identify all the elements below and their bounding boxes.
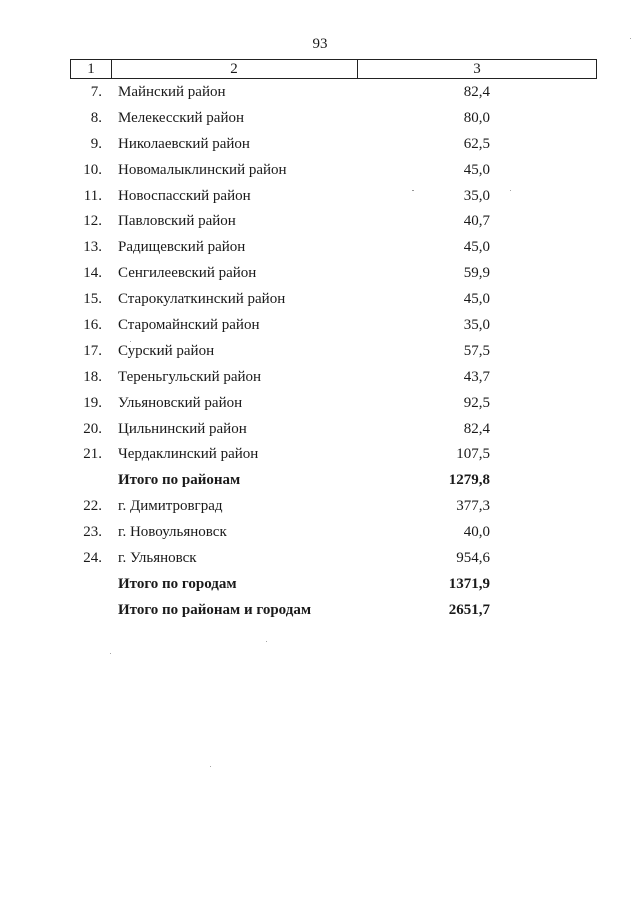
row-number: 17. xyxy=(83,342,102,359)
row-name: г. Новоульяновск xyxy=(118,524,227,541)
row-name: Павловский район xyxy=(118,213,236,230)
scan-speck xyxy=(130,341,131,342)
row-number: 12. xyxy=(83,213,102,230)
scan-speck xyxy=(266,641,267,642)
row-number: 20. xyxy=(83,420,102,437)
row-number: 19. xyxy=(83,394,102,411)
row-value: 45,0 xyxy=(463,291,490,308)
row-name: Майнский район xyxy=(118,84,226,100)
row-number: 11. xyxy=(83,187,102,204)
row-name: Мелекесский район xyxy=(118,109,245,126)
row-value: 43,7 xyxy=(463,368,490,385)
table-row xyxy=(0,339,640,365)
table-row xyxy=(0,520,640,546)
row-value: 59,9 xyxy=(463,265,490,282)
header-col-1: 1 xyxy=(71,60,112,78)
row-number: 7. xyxy=(90,84,102,100)
row-name: Ульяновский район xyxy=(118,394,243,411)
table-row xyxy=(0,365,640,391)
row-name: Чердаклинский район xyxy=(118,446,259,463)
table-body xyxy=(0,80,640,624)
total-row xyxy=(0,572,640,598)
row-value: 40,7 xyxy=(463,213,490,230)
total-row xyxy=(0,468,640,494)
scan-speck xyxy=(110,653,111,654)
row-name: Итого по районам и городам xyxy=(118,601,312,618)
row-name: Итого по районам xyxy=(118,472,241,489)
row-name: Тереньгульский район xyxy=(118,368,262,385)
table-row xyxy=(0,235,640,261)
row-value: 80,0 xyxy=(463,109,490,126)
row-name: Цильнинский район xyxy=(118,420,247,437)
header-col-2: 2 xyxy=(111,60,358,78)
table-row xyxy=(0,391,640,417)
table-row xyxy=(0,80,640,106)
row-number: 15. xyxy=(83,291,102,308)
row-number: 23. xyxy=(83,524,102,541)
table-row xyxy=(0,442,640,468)
row-value: 377,3 xyxy=(456,498,490,515)
row-value: 107,5 xyxy=(456,446,490,463)
table-row xyxy=(0,494,640,520)
table-row xyxy=(0,261,640,287)
scan-speck xyxy=(210,766,211,767)
row-name: Итого по городам xyxy=(118,575,237,592)
row-number: 24. xyxy=(83,550,102,567)
row-value: 82,4 xyxy=(463,420,490,437)
total-row xyxy=(0,598,640,624)
row-name: Новоспасский район xyxy=(118,187,251,204)
row-number: 14. xyxy=(83,265,102,282)
header-col-3: 3 xyxy=(473,61,481,77)
scan-speck xyxy=(412,190,414,191)
row-value: 45,0 xyxy=(463,239,490,256)
table-row xyxy=(0,132,640,158)
row-number: 8. xyxy=(90,109,102,126)
row-number: 21. xyxy=(83,446,102,463)
table-row xyxy=(0,158,640,184)
table-row xyxy=(0,417,640,443)
row-value: 82,4 xyxy=(463,84,490,100)
row-number: 22. xyxy=(83,498,102,515)
table-row xyxy=(0,313,640,339)
row-value: 1279,8 xyxy=(448,472,490,489)
table-row xyxy=(0,184,640,210)
row-value: 954,6 xyxy=(456,550,490,567)
row-value: 45,0 xyxy=(463,161,490,178)
row-name: Николаевский район xyxy=(118,135,250,152)
scan-speck xyxy=(630,38,631,39)
table-row xyxy=(0,209,640,235)
table-row xyxy=(0,106,640,132)
row-number: 13. xyxy=(83,239,102,256)
row-number: 10. xyxy=(83,161,102,178)
row-value: 40,0 xyxy=(463,524,490,541)
row-value: 92,5 xyxy=(463,394,490,411)
table-row xyxy=(0,287,640,313)
row-name: г. Ульяновск xyxy=(118,550,197,567)
row-name: Радищевский район xyxy=(118,239,246,256)
row-value: 57,5 xyxy=(463,342,490,359)
row-name: г. Димитровград xyxy=(118,498,223,515)
row-value: 35,0 xyxy=(463,187,490,204)
row-number: 16. xyxy=(83,317,102,334)
page-number: 93 xyxy=(312,36,328,52)
row-name: Сурский район xyxy=(118,342,215,359)
table-row xyxy=(0,546,640,572)
row-name: Сенгилеевский район xyxy=(118,265,257,282)
row-value: 2651,7 xyxy=(448,601,490,618)
row-name: Старокулаткинский район xyxy=(118,291,286,308)
row-value: 62,5 xyxy=(463,135,490,152)
row-value: 35,0 xyxy=(463,317,490,334)
scan-speck xyxy=(510,190,511,191)
row-name: Новомалыклинский район xyxy=(118,161,287,178)
row-value: 1371,9 xyxy=(448,575,490,592)
row-number: 9. xyxy=(90,135,102,152)
row-number: 18. xyxy=(83,368,102,385)
row-name: Старомайнский район xyxy=(118,317,260,334)
table-header xyxy=(70,59,597,79)
